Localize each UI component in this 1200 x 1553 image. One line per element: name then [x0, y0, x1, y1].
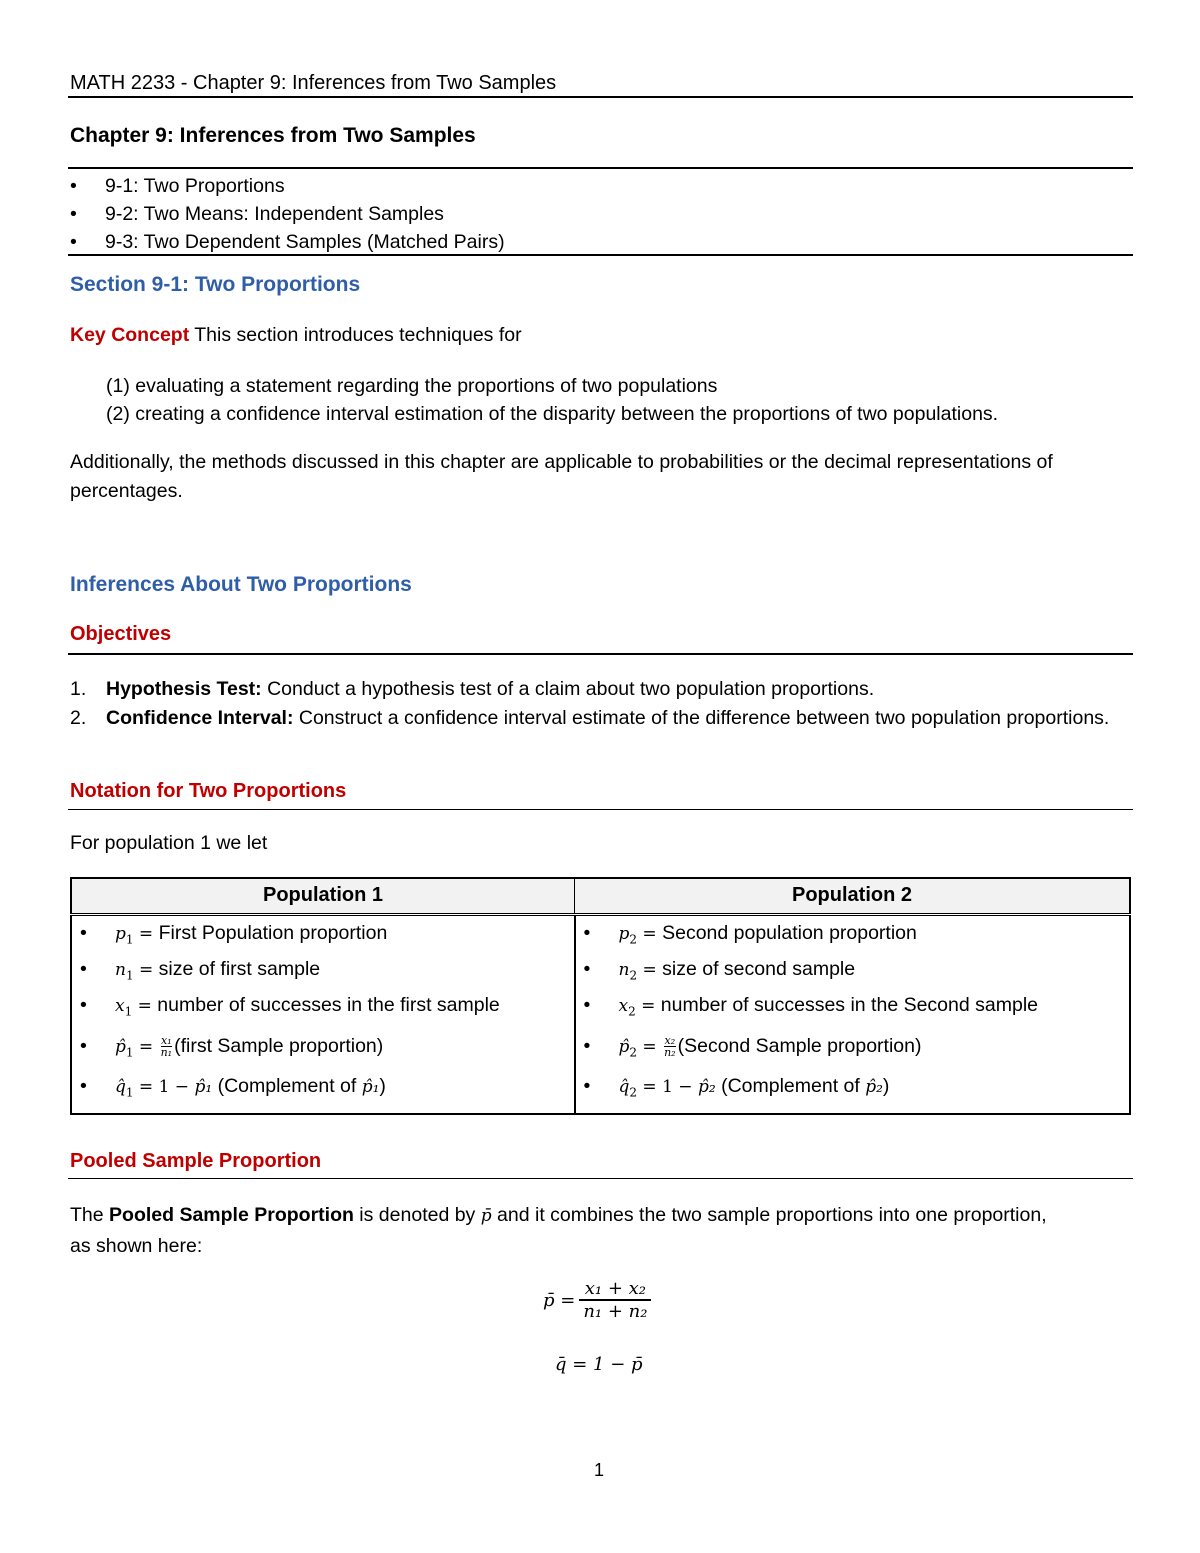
equals: = 1 − — [133, 1077, 195, 1098]
divider — [68, 653, 1133, 655]
pooled-title: Pooled Sample Proportion — [70, 1150, 322, 1172]
objective-num: 1. — [70, 678, 87, 700]
divider — [68, 167, 1133, 169]
toc-label: 9-1: Two Proportions — [105, 175, 285, 197]
divider — [68, 1178, 1133, 1179]
running-header: MATH 2233 - Chapter 9: Inferences from Two Samples — [70, 72, 557, 94]
chapter-toc — [70, 172, 505, 256]
equals: = 1 − — [637, 1077, 698, 1098]
q-bar-formula: q̄ = 1 − p̄ — [555, 1354, 643, 1375]
divider — [68, 809, 1133, 810]
math-symbol: $n_1$ — [115, 959, 134, 983]
subsection-title: Inferences About Two Proportions — [70, 573, 412, 596]
notation-list — [584, 918, 1122, 1108]
equals: = — [133, 923, 159, 944]
notation-title: Notation for Two Proportions — [70, 780, 347, 802]
notation-item — [80, 1031, 566, 1067]
toc-label: 9-3: Two Dependent Samples (Matched Pairs) — [105, 231, 505, 253]
list-item: (2) creating a confidence interval estimation of the disparity between the proportions of two populations. — [106, 403, 999, 425]
description: First Population proportion — [158, 921, 388, 944]
description: number of successes in the first sample — [157, 994, 500, 1017]
text: The — [70, 1204, 110, 1226]
math-symbol: $p_2$ — [618, 923, 638, 946]
notation-item — [584, 1031, 1122, 1067]
notation-item — [80, 990, 566, 1026]
page-number: 1 — [594, 1460, 605, 1480]
divider — [68, 254, 1133, 256]
list-item: (1) evaluating a statement regarding the proportions of two populations — [106, 375, 718, 397]
column-header: Population 2 — [792, 884, 912, 907]
description: (first Sample proportion) — [174, 1034, 384, 1057]
objective-item — [70, 704, 1130, 733]
notation-table — [70, 877, 1131, 1115]
equals: = — [637, 959, 663, 980]
paren: ) — [379, 1075, 386, 1098]
description: number of successes in the Second sample — [660, 994, 1038, 1017]
equals: = — [133, 959, 159, 980]
description: size of second sample — [662, 957, 856, 980]
toc-item[interactable] — [70, 200, 505, 228]
math-symbol: $x_1$ — [115, 996, 133, 1019]
objective-label: Confidence Interval: — [106, 707, 294, 729]
numerator: x₁ + x₂ — [579, 1278, 651, 1301]
math-symbol: $p_1$ — [115, 923, 134, 946]
objective-num: 2. — [70, 707, 87, 729]
math-symbol: $p̂_2$ — [618, 1036, 638, 1060]
notation-intro: For population 1 we let — [70, 832, 268, 854]
math-symbol: p̂₂ — [865, 1077, 883, 1098]
notation-item — [80, 1071, 566, 1107]
fraction: $\frac{\text{x₂}}{\text{n₂}}$ — [664, 1034, 676, 1060]
notation-item — [80, 918, 566, 954]
header-rule — [68, 96, 1133, 98]
section-title: Section 9-1: Two Proportions — [70, 273, 361, 296]
math-symbol: p̂₁ — [194, 1077, 213, 1098]
toc-item[interactable] — [70, 228, 505, 256]
objective-label: Hypothesis Test: — [106, 678, 262, 700]
paren: ) — [882, 1075, 890, 1098]
term: Pooled Sample Proportion — [109, 1204, 354, 1226]
toc-item[interactable] — [70, 172, 505, 200]
math-symbol: $p̂_1$ — [115, 1036, 134, 1060]
formula-lhs: p̄ = — [543, 1289, 576, 1311]
notation-item — [584, 990, 1122, 1026]
population-1-cell — [71, 914, 575, 1114]
math-symbol: p̂₂ — [697, 1077, 716, 1098]
text: is denoted by — [353, 1204, 481, 1226]
objectives-list — [70, 675, 1130, 733]
description: (Complement of — [212, 1075, 362, 1098]
equals: = — [635, 996, 661, 1017]
math-symbol: p̂₁ — [361, 1077, 380, 1098]
additional-paragraph: Additionally, the methods discussed in this chapter are applicable to probabilities or the decimal representations of percentages. — [70, 451, 1053, 502]
key-concept-label: Key Concept — [70, 324, 190, 346]
p-bar-symbol: p̄ — [480, 1206, 492, 1226]
fraction — [579, 1278, 651, 1322]
population-2-cell — [575, 914, 1131, 1114]
math-symbol: $q̂_2$ — [618, 1077, 638, 1100]
notation-list — [80, 918, 566, 1108]
math-symbol: $n_2$ — [618, 959, 638, 983]
math-symbol: $q̂_1$ — [115, 1077, 134, 1100]
key-concept-list — [106, 372, 998, 428]
objective-item — [70, 675, 1130, 704]
text: and it combines the two sample proportions into one proportion, as shown here: — [70, 1204, 1047, 1257]
key-concept-text: This section introduces techniques for — [189, 324, 522, 346]
notation-item — [584, 918, 1122, 954]
description: size of first sample — [158, 957, 321, 980]
denominator: n₁ + n₂ — [583, 1301, 648, 1322]
notation-item — [584, 1071, 1122, 1107]
toc-label: 9-2: Two Means: Independent Samples — [105, 203, 444, 225]
notation-item — [80, 954, 566, 990]
equals: = — [133, 1036, 159, 1057]
equals: = — [637, 923, 663, 944]
description: (Complement of — [715, 1075, 866, 1098]
description: (Second Sample proportion) — [677, 1034, 922, 1057]
objective-text: Conduct a hypothesis test of a claim about two population proportions. — [261, 678, 875, 700]
math-symbol: $x_2$ — [618, 996, 636, 1019]
description: Second population proportion — [662, 921, 917, 944]
pooled-formula — [543, 1278, 651, 1322]
key-concept — [70, 324, 522, 347]
objective-text: Construct a confidence interval estimate of the difference between two population proportions. — [293, 707, 1110, 729]
equals: = — [637, 1036, 663, 1057]
objectives-title: Objectives — [70, 623, 172, 645]
notation-item — [584, 954, 1122, 990]
equals: = — [132, 996, 158, 1017]
chapter-title: Chapter 9: Inferences from Two Samples — [70, 124, 476, 147]
pooled-paragraph — [70, 1200, 1070, 1261]
column-header: Population 1 — [71, 878, 575, 914]
fraction: $\frac{\text{x₁}}{\text{n₁}}$ — [160, 1034, 173, 1060]
